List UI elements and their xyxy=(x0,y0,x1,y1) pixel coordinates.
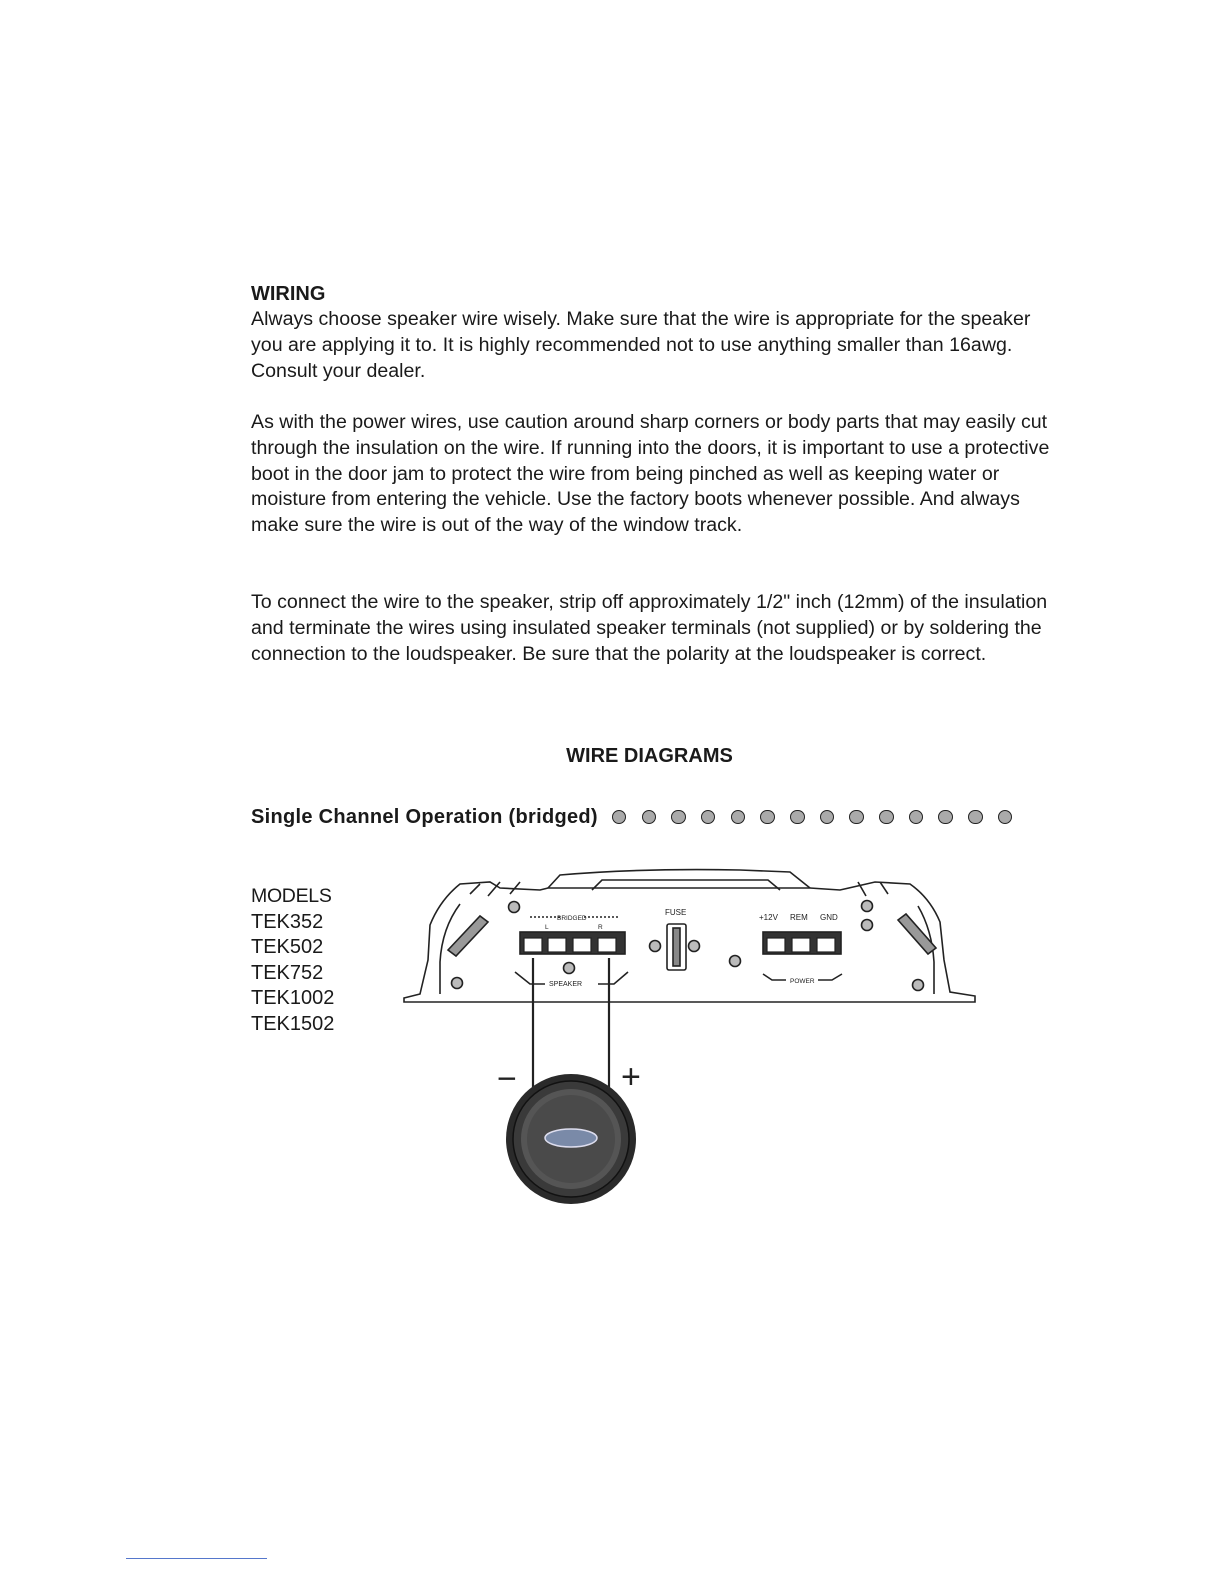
screw xyxy=(730,956,741,967)
wiring-paragraph-2: As with the power wires, use caution around sharp corners or body parts that may easily cut through the insulation on the wire. If running into the doors, it is important to use a protective boot in the door jam to protect the wire from being pinched as well as keeping water or moisture from entering the vehicle. Use the factory boots whenever possible. And always make sure the wire is out of the way of the window track. xyxy=(251,411,1050,537)
model-item: TEK1502 xyxy=(251,1012,335,1035)
screw xyxy=(913,980,924,991)
screw xyxy=(509,902,520,913)
wiring-paragraph-1: Always choose speaker wire wisely. Make sure that the wire is appropriate for the speaker you are applying it to. It is highly recommended not to use anything smaller than 16awg. Consult your dealer. xyxy=(251,308,1031,382)
screw xyxy=(862,901,873,912)
speaker-output-label: SPEAKER xyxy=(549,981,583,988)
model-item: TEK502 xyxy=(251,936,324,959)
amp-handle xyxy=(548,870,810,888)
wiring-heading: WIRING xyxy=(251,283,326,305)
footer-rule xyxy=(126,1558,267,1559)
wiring-paragraph-3: To connect the wire to the speaker, strip off approximately 1/2" inch (12mm) of the insulation and terminate the wires using insulated speaker terminals (not supplied) or by soldering the connection to the loudspeaker. Be sure that the polarity at the loudspeaker is correct. xyxy=(251,591,1048,665)
model-item: TEK752 xyxy=(251,961,324,984)
left-heatsink-slot xyxy=(448,916,488,956)
power-label: POWER xyxy=(790,978,815,985)
fuse-label: FUSE xyxy=(665,908,687,917)
power-terminal-label: REM xyxy=(790,913,808,922)
positive-sign: + xyxy=(621,1058,641,1096)
power-terminal-label: GND xyxy=(820,913,838,922)
negative-sign: − xyxy=(497,1060,517,1098)
wire-diagrams-title: WIRE DIAGRAMS xyxy=(566,745,733,767)
screw xyxy=(650,941,661,952)
bridged-label: BRIDGED xyxy=(557,915,587,922)
screw xyxy=(862,920,873,931)
screw xyxy=(689,941,700,952)
amplifier xyxy=(404,870,975,1002)
speaker-logo-badge xyxy=(545,1129,597,1147)
models-label: MODELS xyxy=(251,885,332,907)
power-terminal-label: +12V xyxy=(759,913,778,922)
right-channel-label: R xyxy=(598,924,603,931)
left-channel-label: L xyxy=(545,924,549,931)
loudspeaker xyxy=(506,1074,636,1204)
section-title: Single Channel Operation (bridged) xyxy=(251,805,598,828)
screw xyxy=(452,978,463,989)
screw xyxy=(564,963,575,974)
model-item: TEK352 xyxy=(251,910,324,933)
model-item: TEK1002 xyxy=(251,987,335,1010)
